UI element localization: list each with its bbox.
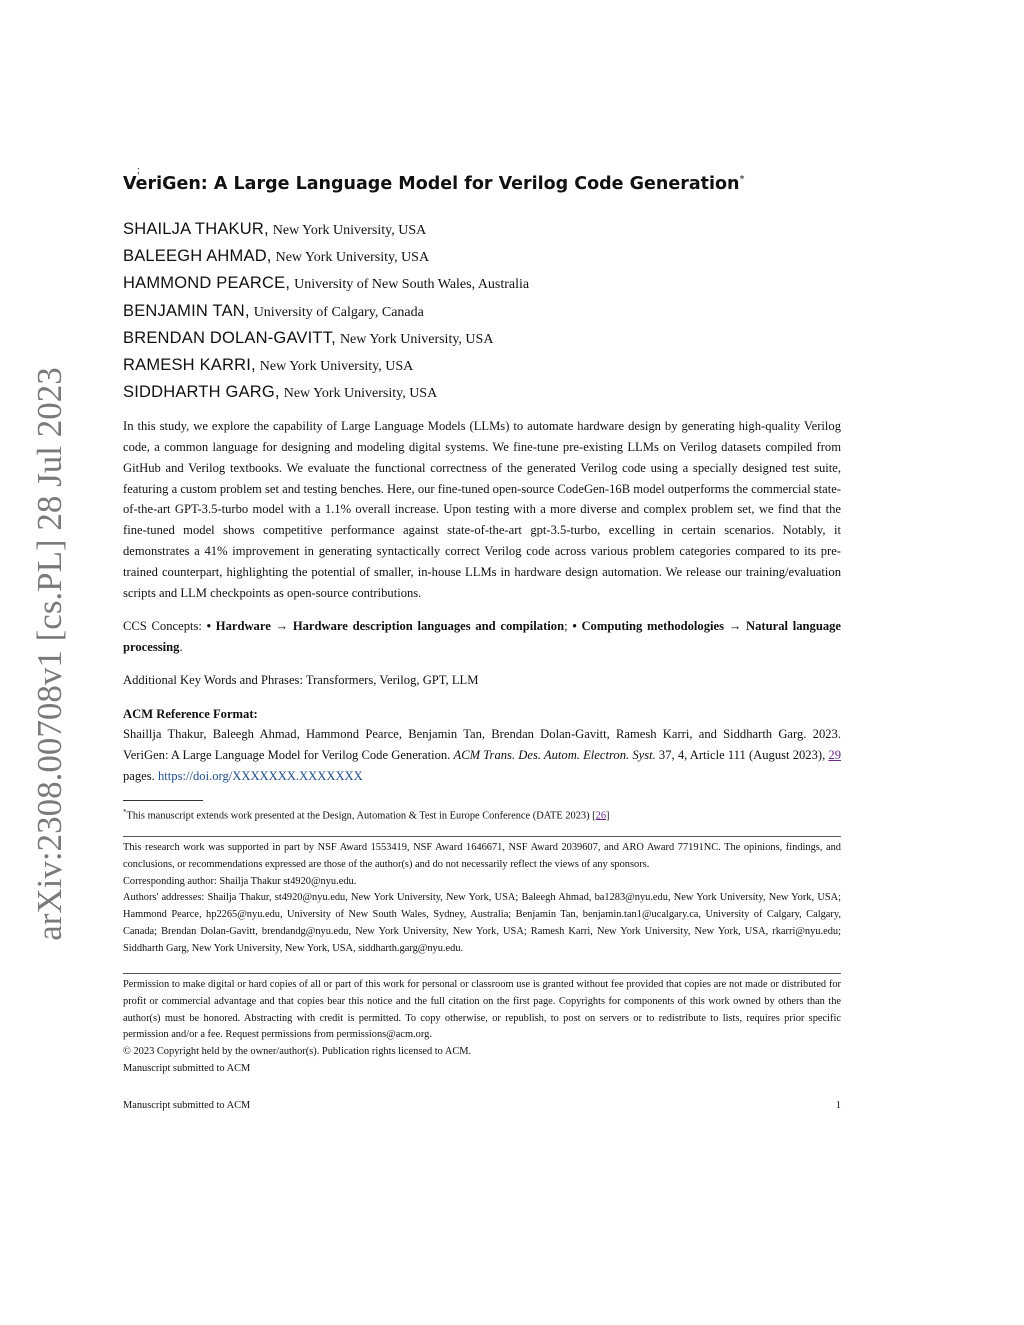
copyright-line: © 2023 Copyright held by the owner/author(s). Publication rights licensed to ACM. (123, 1046, 472, 1058)
author-affiliation: New York University, USA (283, 386, 438, 402)
paper-title (123, 174, 841, 194)
author-affiliation: New York University, USA (259, 358, 414, 374)
author-name: BRENDAN DOLAN-GAVITT, (123, 328, 336, 347)
doi-link[interactable]: https://doi.org/XXXXXXX.XXXXXXX (157, 768, 363, 783)
footnote-marker: * (123, 808, 127, 816)
footnote-text: This manuscript extends work presented at the Design, Automation & Test in Europe Conference (DATE 2023) [ (126, 810, 596, 822)
footnote-close: ] (606, 810, 610, 822)
volume-info: 37, 4, Article 111 (August 2023), (658, 747, 826, 762)
author-affiliation: New York University, USA (272, 223, 427, 238)
page-footer (123, 1100, 841, 1111)
acm-reference-citation (123, 724, 841, 787)
title-mark: ; (137, 165, 140, 176)
author-item (123, 380, 841, 407)
ccs-concept-hardware: • Hardware → Hardware description languages and compilation (206, 619, 565, 633)
abstract: In this study, we explore the capability of Large Language Models (LLMs) to automate hardware design by generating high-quality Verilog code, a common language for designing and modeling digital systems. We fine-tune pre-existing LLMs on Verilog datasets compiled from GitHub and Verilog textbooks. We evaluate the functional correctness of the generated Verilog code using a specially designed test suite, featuring a custom problem set and testing benches. Here, our fine-tuned open-source CodeGen-16B model outperforms the commercial state-of-the-art GPT-3.5-turbo model with a 1.1% overall increase. Upon testing with a more diverse and complex problem set, we find that the fine-tuned model shows competitive performance against state-of-the-art gpt-3.5-turbo, excelling in certain scenarios. Notably, it demonstrates a 41% improvement in generating syntactically correct Verilog code across various problem categories compared to its pre-trained counterpart, highlighting the potential of smaller, in-house LLMs in hardware design automation. We release our training/evaluation scripts and LLM checkpoints as open-source contributions. (123, 419, 841, 600)
author-affiliation: New York University, USA (275, 250, 430, 266)
author-item (123, 299, 841, 326)
author-name: BALEEGH AHMAD, (123, 247, 272, 266)
author-item (123, 244, 841, 271)
author-item (123, 353, 841, 380)
author-name: SIDDHARTH GARG, (123, 383, 280, 402)
funding-statement: This research work was supported in part by NSF Award 1553419, NSF Award 1646671, NSF Award 2039607, and ARO Award 77191NC. The opinions, findings, and conclusions, or recommendations expressed are those of the author(s) and do not necessarily reflect the views of any sponsors. (123, 842, 841, 870)
permission-text: Permission to make digital or hard copies of all or part of this work for personal or classroom use is granted without fee provided that copies are not made or distributed for profit or commercial advantage and that copies bear this notice and the full citation on the first page. Copyrights for components of this work owned by others than the author(s) must be honored. Abstracting with credit is permitted. To copy otherwise, or republish, to post on servers or to redistribute to lists, requires prior specific permission and/or a fee. Request permissions from permissions@acm.org. (123, 979, 841, 1041)
permission-rule (123, 973, 841, 974)
footnote-rule (123, 800, 203, 801)
acm-reference-heading: ACM Reference Format: (123, 707, 258, 721)
author-name: HAMMOND PEARCE, (123, 274, 291, 293)
ccs-concepts (123, 616, 841, 658)
keywords: Additional Key Words and Phrases: Transformers, Verilog, GPT, LLM (123, 673, 479, 687)
author-item (123, 271, 841, 298)
funding-rule (123, 836, 841, 837)
footer-left: Manuscript submitted to ACM (123, 1100, 251, 1111)
permission-notice (123, 977, 841, 1078)
author-addresses: Authors' addresses: Shailja Thakur, st4920@nyu.edu, New York University, New York, USA; Baleegh Ahmad, ba1283@nyu.edu, New York University, New York, USA; Hammond Pearce, hp2265@nyu.edu, University of New South Wales, Sydney, Australia; Benjamin Tan, benjamin.tan1@ucalgary.ca, University of Calgary, Calgary, Canada; Brendan Dolan-Gavitt, brendandg@nyu.edu, New York University, New York, USA; Ramesh Karri, New York University, New York, USA, rkarri@nyu.edu; Siddharth Garg, New York University, New York, USA, siddharth.garg@nyu.edu. (123, 892, 841, 954)
author-name: BENJAMIN TAN, (123, 301, 250, 320)
title-footnote-marker: * (739, 174, 745, 186)
author-name: SHAILJA THAKUR, (123, 220, 269, 238)
ccs-separator: ; (564, 619, 568, 633)
author-list (123, 217, 841, 407)
journal-name: ACM Trans. Des. Autom. Electron. Syst. (453, 747, 656, 762)
footnote-ref-link[interactable]: 26 (595, 810, 607, 822)
pages-word: pages. (123, 768, 155, 783)
ccs-end: . (179, 639, 183, 654)
author-affiliation: University of Calgary, Canada (253, 304, 424, 320)
paper-title-text: VeriGen: A Large Language Model for Verilog Code Generation (123, 174, 740, 194)
author-affiliation: University of New South Wales, Australia (294, 277, 530, 293)
manuscript-line: Manuscript submitted to ACM (123, 1062, 251, 1074)
funding-notes (123, 840, 841, 958)
author-affiliation: New York University, USA (339, 331, 494, 347)
page-number: 1 (835, 1100, 841, 1111)
pages-link[interactable]: 29 (828, 747, 842, 762)
citation-text: Shaillja Thakur, Baleegh Ahmad, Hammond Pearce, Benjamin Tan, Brendan Dolan-Gavitt, Ramesh Karri, and Siddharth Garg. 2023. VeriGen: A Large Language Model for Verilog Code Generation. (123, 727, 841, 762)
author-name: RAMESH KARRI, (123, 355, 256, 374)
title-footnote (123, 804, 841, 824)
author-item (123, 326, 841, 353)
ccs-label: CCS Concepts: (123, 619, 202, 633)
arxiv-identifier: arXiv:2308.00708v1 [cs.PL] 28 Jul 2023 (30, 367, 69, 941)
author-item (123, 217, 841, 244)
ccs-concept-computing: • Computing methodologies → Natural language processing (123, 619, 842, 654)
corresponding-author: Corresponding author: Shailja Thakur st4920@nyu.edu. (123, 875, 357, 887)
